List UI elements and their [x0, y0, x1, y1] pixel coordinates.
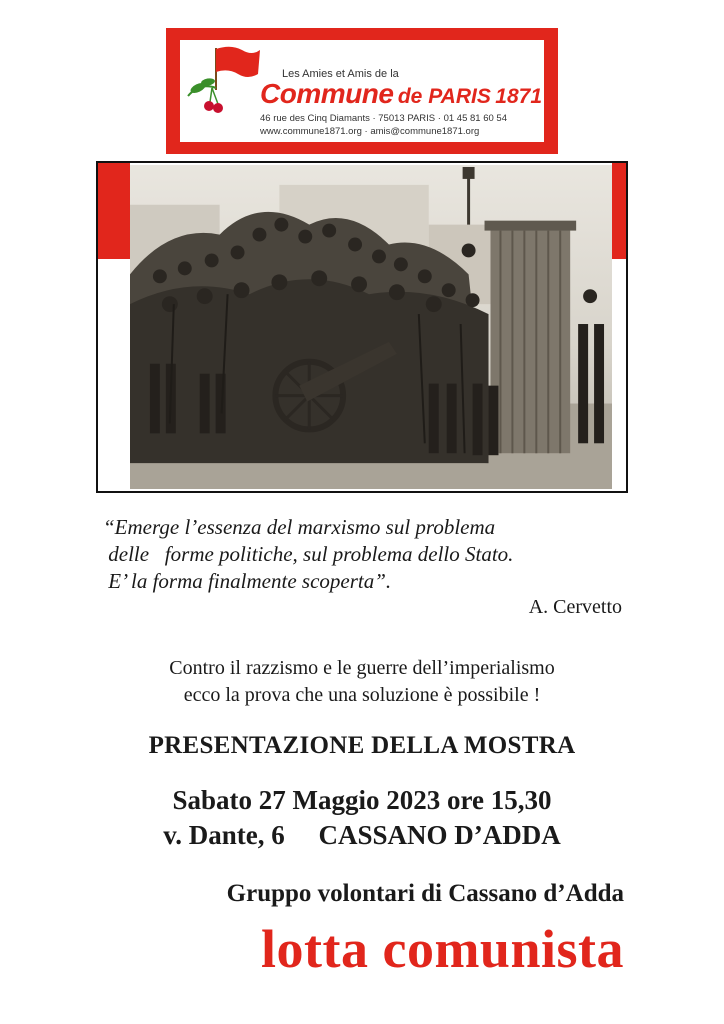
- title-year: 1871: [495, 85, 542, 108]
- red-flag-icon: [186, 44, 262, 120]
- organizer-name: lotta comunista: [261, 919, 624, 979]
- event-address: v. Dante, 6 CASSANO D’ADDA: [163, 820, 561, 850]
- red-accent-left: [98, 163, 130, 259]
- title-de-paris: de PARIS: [397, 85, 491, 108]
- association-logo-box: [166, 28, 558, 154]
- association-name-line: Les Amies et Amis de la: [282, 68, 399, 80]
- quote-line: E’ la forma finalmente scoperta”.: [103, 569, 392, 593]
- commune-barricade-photo: [130, 165, 612, 489]
- association-title: [260, 80, 542, 108]
- cherry-branch-icon: [188, 77, 223, 113]
- red-accent-right: [612, 163, 626, 259]
- slogan-line: Contro il razzismo e le guerre dell’imperialismo: [169, 657, 555, 679]
- quote-author: A. Cervetto: [528, 596, 622, 618]
- quote-block: [103, 514, 623, 595]
- event-title: PRESENTAZIONE DELLA MOSTRA: [148, 732, 576, 759]
- title-commune: Commune: [260, 78, 394, 109]
- slogan-block: [0, 655, 724, 709]
- slogan-line: ecco la prova che una soluzione è possibile !: [183, 684, 541, 706]
- organizer-group: Gruppo volontari di Cassano d’Adda: [226, 880, 624, 907]
- logo-panel: [180, 40, 544, 142]
- quote-line: “Emerge l’essenza del marxismo sul problema: [103, 515, 496, 539]
- event-datetime: Sabato 27 Maggio 2023 ore 15,30: [172, 785, 552, 815]
- photo-frame: [96, 161, 628, 493]
- association-address: 46 rue des Cinq Diamants · 75013 PARIS · 01 45 81 60 54: [260, 113, 507, 124]
- quote-line: delle forme politiche, sul problema dello Stato.: [103, 542, 514, 566]
- association-contacts[interactable]: www.commune1871.org · amis@commune1871.org: [260, 126, 480, 137]
